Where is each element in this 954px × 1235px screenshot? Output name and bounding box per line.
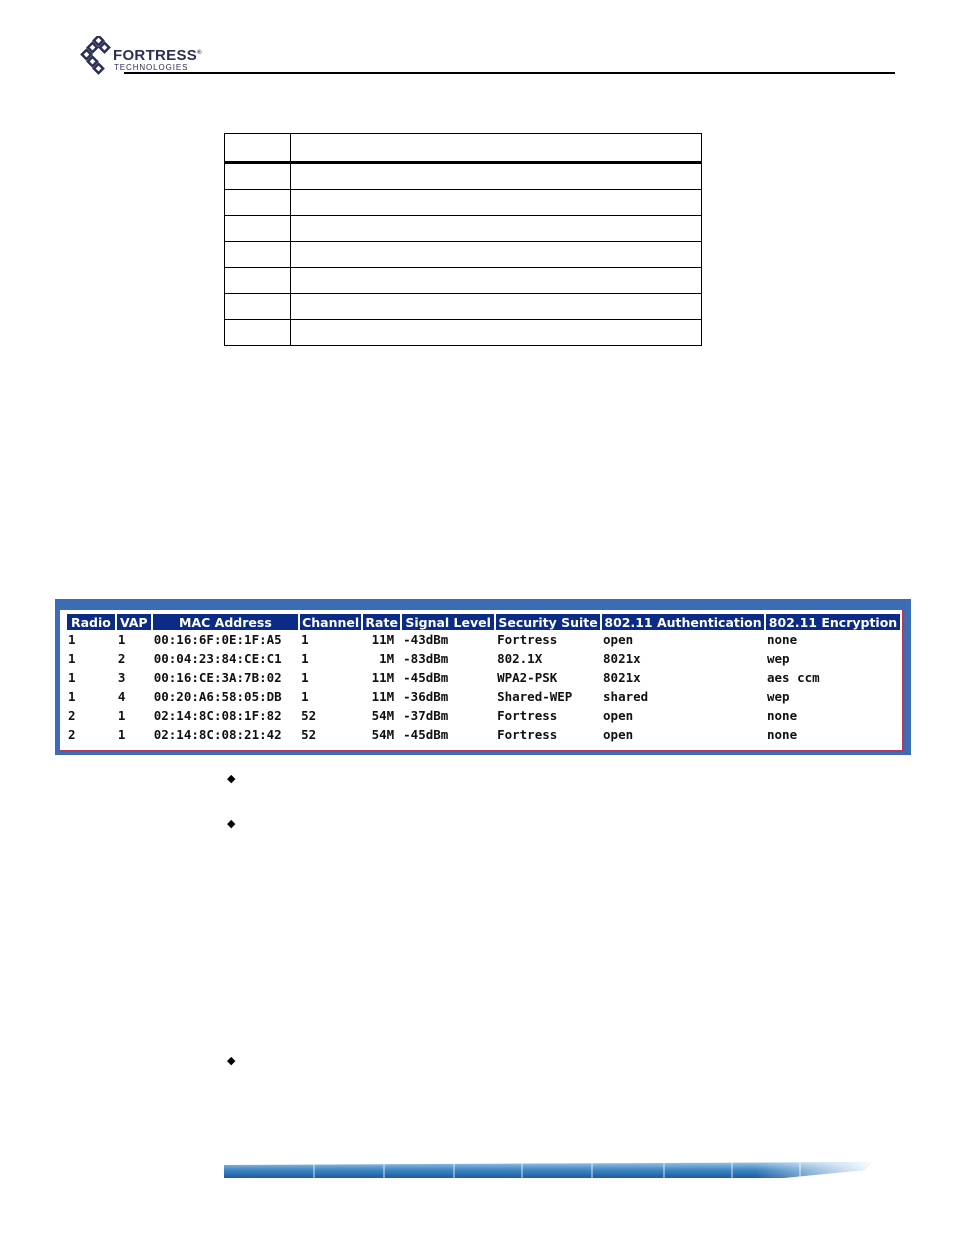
cell-rate: 11M: [371, 689, 395, 704]
column-header-vap[interactable]: VAP: [117, 614, 151, 630]
cell-mac-address: 00:04:23:84:CE:C1: [153, 651, 282, 666]
cell-rate: 1M: [379, 651, 395, 666]
cell-signal-level: -83dBm: [403, 651, 449, 666]
cell-signal-level: -43dBm: [403, 632, 449, 647]
reference-table: [224, 133, 702, 346]
cell-mac-address: 02:14:8C:08:1F:82: [153, 708, 282, 723]
cell-authentication: 8021x: [603, 670, 641, 685]
cell-security-suite: Fortress: [497, 708, 558, 723]
cell-mac-address: 00:16:6F:0E:1F:A5: [153, 632, 282, 647]
cell-radio: 2: [68, 708, 76, 723]
cell-vap: 3: [117, 670, 126, 685]
cell-radio: 1: [68, 670, 76, 685]
cell-radio: 1: [68, 651, 76, 666]
column-header-signal-level[interactable]: Signal Level: [402, 614, 494, 630]
cell-encryption: wep: [767, 689, 790, 704]
footer-ribbon: [224, 1162, 872, 1178]
wireless-scan-panel: [55, 599, 911, 755]
cell-vap: 1: [117, 708, 126, 723]
header-rule: [124, 72, 895, 74]
cell-encryption: aes ccm: [767, 670, 820, 685]
reference-table-row: [225, 163, 702, 190]
reference-table-row: [225, 294, 702, 320]
cell-radio: 2: [68, 727, 76, 742]
cell-vap: 2: [117, 651, 126, 666]
cell-mac-address: 00:16:CE:3A:7B:02: [153, 670, 282, 685]
cell-security-suite: WPA2-PSK: [497, 670, 558, 685]
logo-subtitle: TECHNOLOGIES: [114, 63, 189, 72]
logo-wordmark: FORTRESS®: [113, 47, 202, 64]
table-row[interactable]: [67, 706, 900, 725]
cell-authentication: open: [603, 727, 634, 742]
cell-mac-address: 02:14:8C:08:21:42: [153, 727, 282, 742]
reference-table-row: [225, 320, 702, 346]
reference-table-row: [225, 268, 702, 294]
bullet-marker-icon: ◆: [227, 818, 236, 830]
cell-encryption: wep: [767, 651, 790, 666]
cell-channel: 52: [301, 708, 317, 723]
cell-vap: 1: [117, 727, 126, 742]
table-row[interactable]: [67, 649, 900, 668]
cell-mac-address: 00:20:A6:58:05:DB: [153, 689, 282, 704]
column-header-security-suite[interactable]: Security Suite: [496, 614, 600, 630]
cell-rate: 11M: [371, 670, 395, 685]
cell-signal-level: -36dBm: [403, 689, 449, 704]
column-header-radio[interactable]: Radio: [67, 614, 115, 630]
cell-vap: 1: [117, 632, 126, 647]
reference-table-header-row: [225, 134, 702, 163]
cell-authentication: open: [603, 708, 634, 723]
cell-signal-level: -45dBm: [403, 670, 449, 685]
cell-authentication: shared: [603, 689, 649, 704]
cell-signal-level: -45dBm: [403, 727, 449, 742]
bullet-marker-icon: ◆: [227, 1055, 236, 1067]
cell-security-suite: Shared-WEP: [497, 689, 573, 704]
cell-security-suite: Fortress: [497, 727, 558, 742]
cell-channel: 1: [301, 689, 309, 704]
cell-channel: 1: [301, 670, 309, 685]
cell-security-suite: 802.1X: [497, 651, 543, 666]
column-header-mac-address[interactable]: MAC Address: [153, 614, 298, 630]
cell-channel: 52: [301, 727, 317, 742]
reference-table-row: [225, 242, 702, 268]
cell-radio: 1: [68, 689, 76, 704]
reference-table-row: [225, 190, 702, 216]
column-header-802-11-encryption[interactable]: 802.11 Encryption: [766, 614, 900, 630]
reference-table-row: [225, 216, 702, 242]
table-row[interactable]: [67, 630, 900, 649]
scan-table-header-row: [67, 614, 900, 630]
cell-rate: 54M: [371, 708, 395, 723]
table-row[interactable]: [67, 687, 900, 706]
cell-rate: 11M: [371, 632, 395, 647]
cell-signal-level: -37dBm: [403, 708, 449, 723]
column-header-rate[interactable]: Rate: [363, 614, 400, 630]
cell-encryption: none: [767, 708, 798, 723]
bullet-marker-icon: ◆: [227, 773, 236, 785]
cell-channel: 1: [301, 651, 309, 666]
cell-authentication: open: [603, 632, 634, 647]
cell-encryption: none: [767, 632, 798, 647]
cell-authentication: 8021x: [603, 651, 641, 666]
cell-security-suite: Fortress: [497, 632, 558, 647]
cell-channel: 1: [301, 632, 309, 647]
column-header-channel[interactable]: Channel: [302, 614, 360, 630]
cell-vap: 4: [117, 689, 126, 704]
column-header-802-11-authentication[interactable]: 802.11 Authentication: [602, 614, 764, 630]
cell-rate: 54M: [371, 727, 395, 742]
table-row[interactable]: [67, 725, 900, 744]
table-row[interactable]: [67, 668, 900, 687]
cell-radio: 1: [68, 632, 76, 647]
wireless-scan-panel-body: [60, 610, 904, 752]
wireless-scan-table: [65, 614, 902, 744]
cell-encryption: none: [767, 727, 798, 742]
